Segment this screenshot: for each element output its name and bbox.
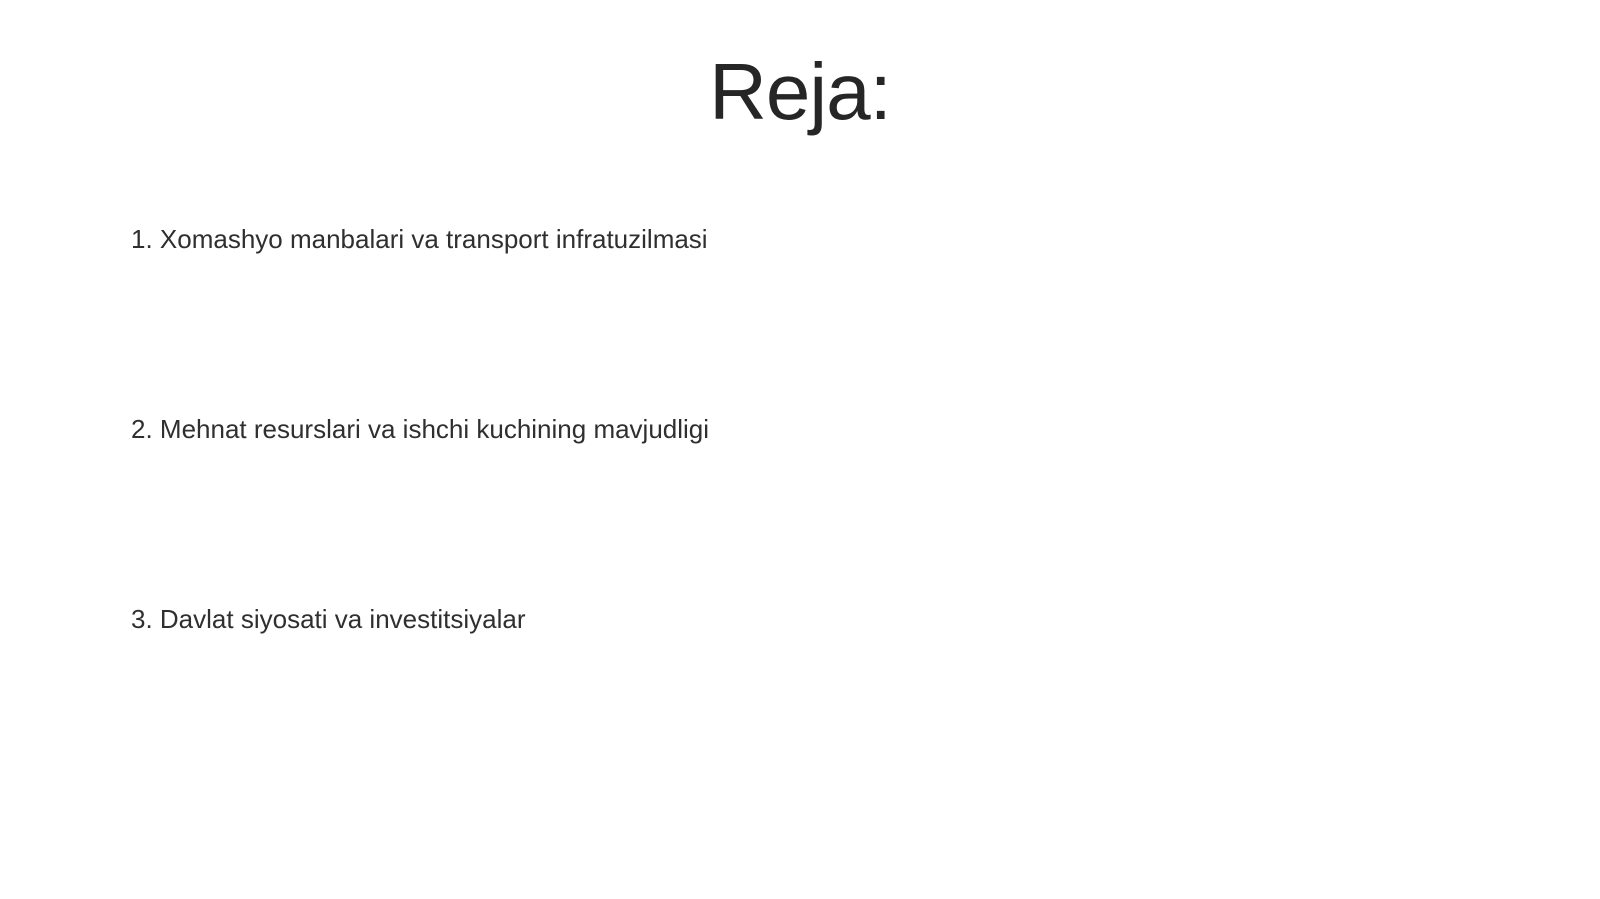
plan-item-3: 3. Davlat siyosati va investitsiyalar [131,604,526,634]
plan-item-2: 2. Mehnat resurslari va ishchi kuchining mavjudligi [131,414,710,444]
plan-item-1: 1. Xomashyo manbalari va transport infratuzilmasi [131,224,708,254]
slide-title: Reja: [709,47,891,136]
